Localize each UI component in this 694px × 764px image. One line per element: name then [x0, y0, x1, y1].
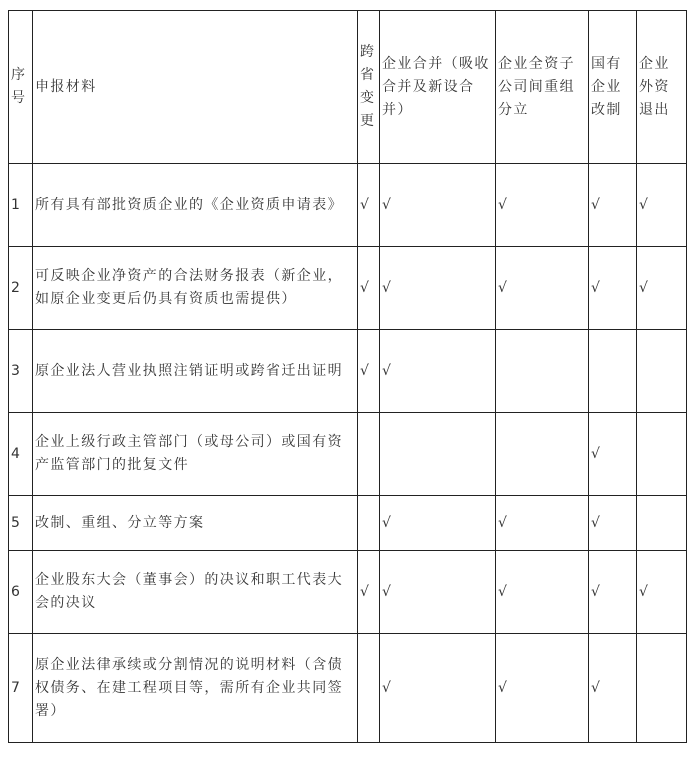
- check-foreign-exit: [637, 330, 687, 413]
- check-subsidiary-reorg: √: [496, 247, 589, 330]
- check-soe-reform: √: [589, 413, 637, 496]
- check-soe-reform: [589, 330, 637, 413]
- table-row: [9, 164, 687, 247]
- declaration-materials-table: [8, 10, 687, 743]
- table-row: [9, 496, 687, 551]
- table-header-row: [9, 11, 687, 164]
- check-cross-province: √: [358, 164, 380, 247]
- check-cross-province: [358, 634, 380, 743]
- header-material: 申报材料: [33, 11, 358, 164]
- check-soe-reform: √: [589, 634, 637, 743]
- check-subsidiary-reorg: √: [496, 164, 589, 247]
- header-seq: 序号: [9, 11, 33, 164]
- table-row: [9, 551, 687, 634]
- row-material: 原企业法律承续或分割情况的说明材料（含债权债务、在建工程项目等，需所有企业共同签署）: [33, 634, 358, 743]
- header-foreign-exit: 企业外资退出: [637, 11, 687, 164]
- check-cross-province: √: [358, 330, 380, 413]
- check-merger: √: [380, 164, 496, 247]
- row-material: 原企业法人营业执照注销证明或跨省迁出证明: [33, 330, 358, 413]
- check-subsidiary-reorg: √: [496, 634, 589, 743]
- check-foreign-exit: [637, 496, 687, 551]
- check-subsidiary-reorg: [496, 330, 589, 413]
- check-foreign-exit: √: [637, 551, 687, 634]
- check-cross-province: √: [358, 551, 380, 634]
- header-cross-province: 跨省变更: [358, 11, 380, 164]
- row-seq: 5: [9, 496, 33, 551]
- table-row: [9, 330, 687, 413]
- check-foreign-exit: √: [637, 247, 687, 330]
- row-material: 所有具有部批资质企业的《企业资质申请表》: [33, 164, 358, 247]
- check-soe-reform: √: [589, 164, 637, 247]
- table-row: [9, 634, 687, 743]
- check-cross-province: [358, 496, 380, 551]
- check-soe-reform: √: [589, 247, 637, 330]
- row-seq: 7: [9, 634, 33, 743]
- row-seq: 6: [9, 551, 33, 634]
- table-row: [9, 413, 687, 496]
- header-soe-reform: 国有企业改制: [589, 11, 637, 164]
- check-merger: [380, 413, 496, 496]
- check-soe-reform: √: [589, 551, 637, 634]
- check-subsidiary-reorg: √: [496, 496, 589, 551]
- check-merger: √: [380, 247, 496, 330]
- row-material: 可反映企业净资产的合法财务报表（新企业，如原企业变更后仍具有资质也需提供）: [33, 247, 358, 330]
- row-seq: 3: [9, 330, 33, 413]
- row-seq: 4: [9, 413, 33, 496]
- check-merger: √: [380, 496, 496, 551]
- check-subsidiary-reorg: √: [496, 551, 589, 634]
- check-foreign-exit: [637, 413, 687, 496]
- check-subsidiary-reorg: [496, 413, 589, 496]
- check-merger: √: [380, 634, 496, 743]
- check-soe-reform: √: [589, 496, 637, 551]
- check-merger: √: [380, 551, 496, 634]
- check-cross-province: [358, 413, 380, 496]
- table-row: [9, 247, 687, 330]
- check-cross-province: √: [358, 247, 380, 330]
- header-subsidiary-reorg: 企业全资子公司间重组分立: [496, 11, 589, 164]
- check-merger: √: [380, 330, 496, 413]
- row-seq: 2: [9, 247, 33, 330]
- check-foreign-exit: √: [637, 164, 687, 247]
- row-seq: 1: [9, 164, 33, 247]
- row-material: 改制、重组、分立等方案: [33, 496, 358, 551]
- header-merger: 企业合并（吸收合并及新设合并）: [380, 11, 496, 164]
- row-material: 企业上级行政主管部门（或母公司）或国有资产监管部门的批复文件: [33, 413, 358, 496]
- row-material: 企业股东大会（董事会）的决议和职工代表大会的决议: [33, 551, 358, 634]
- check-foreign-exit: [637, 634, 687, 743]
